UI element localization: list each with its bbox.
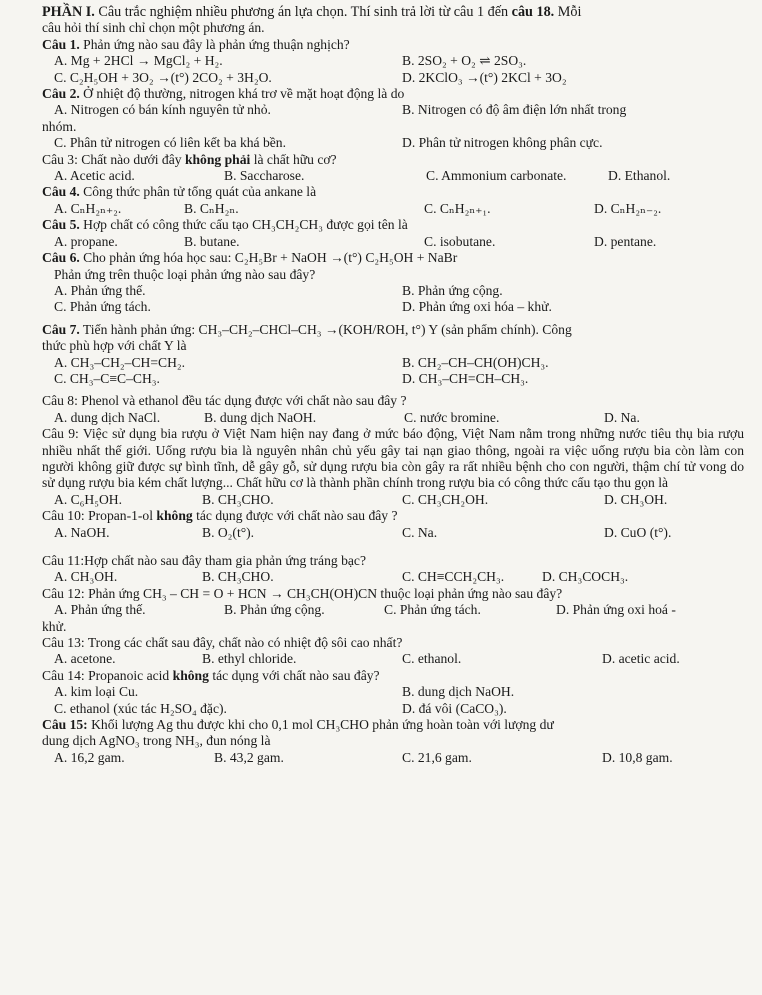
question-4 <box>42 184 752 200</box>
q9-option-b[interactable]: B. CH₃CHO. <box>202 491 274 507</box>
q11-stem: Hợp chất nào sau đây tham gia phản ứng tráng bạc? <box>84 553 366 568</box>
q1-option-b[interactable]: B. 2SO₂ + O₂ ⇌ 2SO₃. <box>402 53 527 69</box>
question-13 <box>42 635 752 651</box>
q1-option-c[interactable]: C. C₂H₅OH + 3O₂ →(t°) 2CO₂ + 3H₂O. <box>54 69 272 85</box>
q4-option-d[interactable]: D. CₙH₂ₙ₋₂. <box>594 200 662 216</box>
q5-options <box>42 234 752 250</box>
q12-option-c[interactable]: C. Phản ứng tách. <box>384 602 481 618</box>
q15-options <box>42 750 752 766</box>
header-text: Câu trắc nghiệm nhiều phương án lựa chọn. Thí sinh trả lời từ câu 1 đến <box>94 4 512 20</box>
q1-option-a[interactable]: A. Mg + 2HCl → MgCl₂ + H₂. <box>54 53 223 69</box>
q2-options-row-1 <box>42 102 752 118</box>
q3-stem-1: Chất nào dưới đây <box>77 151 185 167</box>
q3-options <box>42 168 752 184</box>
question-2 <box>42 86 752 102</box>
q13-option-c[interactable]: C. ethanol. <box>402 651 462 667</box>
q11-num: Câu 11: <box>42 553 85 568</box>
question-3 <box>42 152 752 168</box>
q12-option-d-wrap: khử. <box>42 618 67 634</box>
q14-option-c[interactable]: C. ethanol (xúc tác H₂SO₄ đặc). <box>54 700 227 716</box>
q10-stem-1: Propan-1-ol <box>84 508 157 524</box>
question-8 <box>42 393 752 409</box>
q8-option-b[interactable]: B. dung dịch NaOH. <box>204 409 317 425</box>
q3-option-b[interactable]: B. Saccharose. <box>224 168 305 184</box>
q9-option-a[interactable]: A. C₆H₅OH. <box>54 491 123 507</box>
q10-option-d[interactable]: D. CuO (t°). <box>604 524 672 540</box>
q10-stem-2: tác dụng được với chất nào sau đây ? <box>192 508 398 524</box>
question-9 <box>42 426 752 492</box>
q4-num: Câu 4. <box>42 184 80 200</box>
q2-option-a[interactable]: A. Nitrogen có bán kính nguyên tử nhỏ. <box>54 102 271 118</box>
q11-option-a[interactable]: A. CH₃OH. <box>54 569 118 585</box>
q7-option-a[interactable]: A. CH₃–CH₂–CH=CH₂. <box>54 354 186 370</box>
q10-option-a[interactable]: A. NaOH. <box>54 524 110 540</box>
q7-stem: Tiến hành phản ứng: CH₃–CH₂–CHCl–CH₃ →(KOH/ROH, t°) Y (sản phẩm chính). Công <box>79 321 572 337</box>
question-10 <box>42 508 752 524</box>
q1-num: Câu 1. <box>42 36 80 52</box>
q5-option-a[interactable]: A. propane. <box>54 233 118 249</box>
q4-option-c[interactable]: C. CₙH₂ₙ₊₁. <box>424 200 491 216</box>
header-line-1 <box>42 4 752 20</box>
q9-options <box>42 492 752 508</box>
q12-option-d[interactable]: D. Phản ứng oxi hoá - <box>556 602 676 618</box>
q5-option-c[interactable]: C. isobutane. <box>424 233 496 249</box>
q1-options-row-2 <box>42 70 752 86</box>
q11-option-c[interactable]: C. CH≡CCH₂CH₃. <box>402 569 505 585</box>
q6-option-b[interactable]: B. Phản ứng cộng. <box>402 282 503 298</box>
q12-options <box>42 602 752 618</box>
q13-option-b[interactable]: B. ethyl chloride. <box>202 651 297 667</box>
question-14 <box>42 668 752 684</box>
header-line-2: câu hỏi thí sinh chỉ chọn một phương án. <box>42 20 265 36</box>
spacer <box>42 541 752 553</box>
q10-options <box>42 525 752 541</box>
q15-option-c[interactable]: C. 21,6 gam. <box>402 749 472 765</box>
q2-options-row-2 <box>42 135 752 151</box>
q13-stem: Trong các chất sau đây, chất nào có nhiệt độ sôi cao nhất? <box>84 635 403 651</box>
q4-options <box>42 201 752 217</box>
q8-option-d[interactable]: D. Na. <box>604 409 640 425</box>
question-1 <box>42 37 752 53</box>
q6-options-row-2 <box>42 299 752 315</box>
q11-options <box>42 569 752 585</box>
q8-num: Câu 8: <box>42 393 78 409</box>
q6-stem-2: Phản ứng trên thuộc loại phản ứng nào sau đây? <box>54 266 316 282</box>
q8-option-a[interactable]: A. dung dịch NaCl. <box>54 409 161 425</box>
q1-stem: Phản ứng nào sau đây là phản ứng thuận nghịch? <box>79 36 350 52</box>
q3-option-d[interactable]: D. Ethanol. <box>608 168 671 184</box>
q12-option-a[interactable]: A. Phản ứng thế. <box>54 602 146 618</box>
q14-stem-1: Propanoic acid <box>84 667 173 683</box>
q15-num: Câu 15: <box>42 717 88 733</box>
q13-option-a[interactable]: A. acetone. <box>54 651 116 667</box>
q2-option-c[interactable]: C. Phân tử nitrogen có liên kết ba khá bền. <box>54 135 286 151</box>
q9-option-d[interactable]: D. CH₃OH. <box>604 491 668 507</box>
q15-stem-2: dung dịch AgNO₃ trong NH₃, đun nóng là <box>42 733 271 749</box>
q13-option-d[interactable]: D. acetic acid. <box>602 651 680 667</box>
q7-option-b[interactable]: B. CH₂–CH–CH(OH)CH₃. <box>402 354 549 370</box>
q5-stem: Hợp chất có công thức cấu tạo CH₃CH₂CH₃ được gọi tên là <box>79 217 408 233</box>
q1-options-row-1 <box>42 53 752 69</box>
q7-option-c[interactable]: C. CH₃–C≡C–CH₃. <box>54 370 160 386</box>
q10-num: Câu 10: <box>42 508 85 524</box>
q3-stem-2: là chất hữu cơ? <box>250 151 337 167</box>
question-15 <box>42 717 752 733</box>
q5-num: Câu 5. <box>42 217 80 233</box>
header-bold: câu 18. <box>511 4 555 20</box>
q15-option-a[interactable]: A. 16,2 gam. <box>54 749 125 765</box>
question-11 <box>42 553 752 569</box>
q14-options-row-1 <box>42 684 752 700</box>
q14-num: Câu 14: <box>42 667 85 683</box>
q4-option-a[interactable]: A. CₙH₂ₙ₊₂. <box>54 200 122 216</box>
q15-option-b[interactable]: B. 43,2 gam. <box>214 749 284 765</box>
q9-num: Câu 9: <box>42 426 79 442</box>
question-6 <box>42 250 752 266</box>
q4-stem: Công thức phân tử tổng quát của ankane là <box>79 184 317 200</box>
q10-option-b[interactable]: B. O₂(t°). <box>202 524 255 540</box>
q12-option-b[interactable]: B. Phản ứng cộng. <box>224 602 325 618</box>
q7-num: Câu 7. <box>42 321 80 337</box>
q15-stem: Khối lượng Ag thu được khi cho 0,1 mol CH₃CHO phản ứng hoàn toàn với lượng dư <box>87 717 554 733</box>
q6-option-a[interactable]: A. Phản ứng thế. <box>54 282 146 298</box>
q9-option-c[interactable]: C. CH₃CH₂OH. <box>402 491 489 507</box>
question-12 <box>42 586 752 602</box>
q5-option-b[interactable]: B. butane. <box>184 233 240 249</box>
q14-bold: không <box>172 667 209 683</box>
q6-stem: Cho phản ứng hóa học sau: C₂H₅Br + NaOH →(t°) C₂H₅OH + NaBr <box>79 250 458 266</box>
q10-option-c[interactable]: C. Na. <box>402 524 438 540</box>
q11-option-d[interactable]: D. CH₃COCH₃. <box>542 569 629 585</box>
part-label: PHẦN I. <box>42 4 95 20</box>
q14-options-row-2 <box>42 701 752 717</box>
q2-stem: Ở nhiệt độ thường, nitrogen khá trơ về mặt hoạt động là do <box>79 86 405 102</box>
question-5 <box>42 217 752 233</box>
q2-option-d[interactable]: D. Phân tử nitrogen không phân cực. <box>402 135 603 151</box>
q3-bold: không phải <box>184 151 251 167</box>
q1-option-d[interactable]: D. 2KClO₃ →(t°) 2KCl + 3O₂ <box>402 69 567 85</box>
q13-num: Câu 13: <box>42 635 85 651</box>
q6-options-row-1 <box>42 283 752 299</box>
q7-options-row-2 <box>42 371 752 387</box>
q10-bold: không <box>156 508 193 524</box>
q4-option-b[interactable]: B. CₙH₂ₙ. <box>184 200 239 216</box>
q3-option-c[interactable]: C. Ammonium carbonate. <box>426 168 567 184</box>
q3-num: Câu 3: <box>42 151 78 167</box>
q6-option-c[interactable]: C. Phản ứng tách. <box>54 299 151 315</box>
header-text-2: Mỗi <box>554 4 582 20</box>
q2-option-b-wrap: nhóm. <box>42 118 77 134</box>
q12-stem: Phản ứng CH₃ – CH = O + HCN → CH₃CH(OH)CN thuộc loại phản ứng nào sau đây? <box>84 585 563 601</box>
q14-option-a[interactable]: A. kim loại Cu. <box>54 684 139 700</box>
q8-stem: Phenol và ethanol đều tác dụng được với chất nào sau đây ? <box>77 393 407 409</box>
q7-option-d[interactable]: D. CH₃–CH=CH–CH₃. <box>402 370 529 386</box>
q12-num: Câu 12: <box>42 585 85 601</box>
q14-option-d[interactable]: D. đá vôi (CaCO₃). <box>402 700 507 716</box>
q8-option-c[interactable]: C. nước bromine. <box>404 409 500 425</box>
q5-option-d[interactable]: D. pentane. <box>594 233 657 249</box>
q14-option-b[interactable]: B. dung dịch NaOH. <box>402 684 515 700</box>
question-7 <box>42 322 752 338</box>
q14-stem-2: tác dụng với chất nào sau đây? <box>208 667 380 683</box>
q7-options-row-1 <box>42 355 752 371</box>
q11-option-b[interactable]: B. CH₃CHO. <box>202 569 274 585</box>
q3-option-a[interactable]: A. Acetic acid. <box>54 168 135 184</box>
q8-options <box>42 410 752 426</box>
q9-stem: Việc sử dụng bia rượu ở Việt Nam hiện nay đang ở mức báo động, Việt Nam nằm trong những nước tiêu thụ bia rượu nhiều nhất thế giới. Uống rượu bia là nguyên nhân chủ yếu gây tai nạn giao thông, ngoài ra việc uống rượu bia còn làm con người không giữ được sự bình tĩnh, dễ gây gỗ, sử dụng rượu bia còn gây ra rất nhiều bệnh cho con người, thậm chí tử vong do sử dụng rượu bia kém chất lượng... Chất hữu cơ là thành phần chính trong rượu bia có công thức cấu tạo thu gọn là <box>42 426 744 491</box>
q6-num: Câu 6. <box>42 250 80 266</box>
q13-options <box>42 651 752 667</box>
q15-option-d[interactable]: D. 10,8 gam. <box>602 749 673 765</box>
q2-num: Câu 2. <box>42 86 80 102</box>
q6-option-d[interactable]: D. Phản ứng oxi hóa – khử. <box>402 299 552 315</box>
q2-option-b[interactable]: B. Nitrogen có độ âm điện lớn nhất trong <box>402 102 627 118</box>
q7-stem-2: thức phù hợp với chất Y là <box>42 338 187 354</box>
